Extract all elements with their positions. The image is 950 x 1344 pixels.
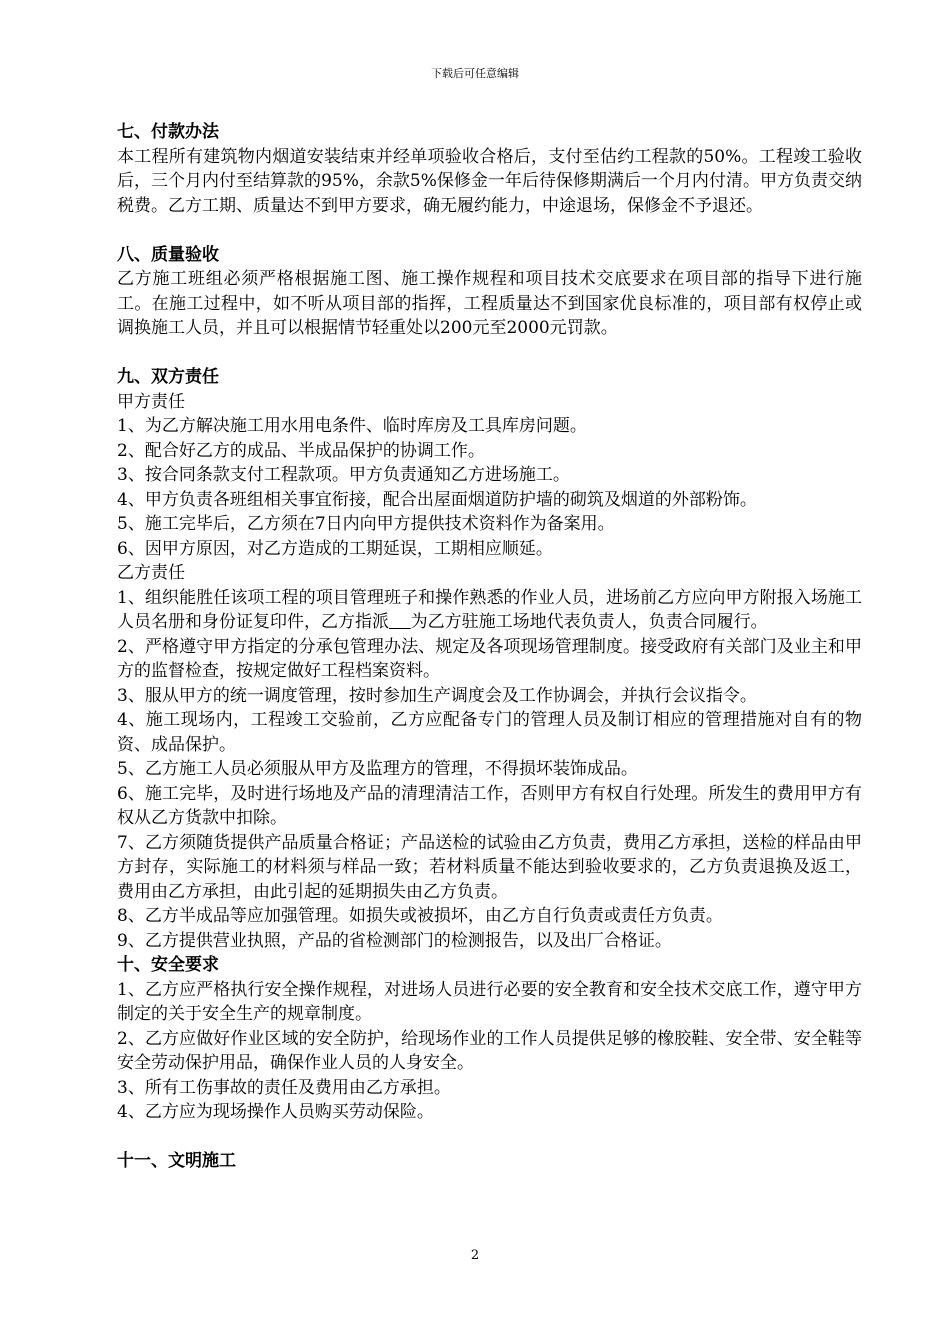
party-b-label: 乙方责任 (117, 563, 185, 583)
section-9-title: 九、双方责任 (117, 367, 219, 387)
party-b-item (117, 586, 862, 635)
party-b-item: 5、乙方施工人员必须服从甲方及监理方的管理，不得损坏装饰成品。 (117, 759, 638, 779)
party-a-item: 5、施工完毕后，乙方须在7日内向甲方提供技术资料作为备案用。 (117, 514, 615, 534)
party-a-item: 6、因甲方原因，对乙方造成的工期延误，工期相应顺延。 (117, 538, 553, 559)
safety-item: 4、乙方应为现场操作人员购买劳动保险。 (117, 1102, 434, 1122)
party-b-item: 4、施工现场内，工程竣工交验前，乙方应配备专门的管理人员及制订相应的管理措施对自有的物资、成品保护。 (117, 710, 862, 755)
party-a-item: 2、配合好乙方的成品、半成品保护的协调工作。 (117, 440, 485, 461)
party-a-item: 1、为乙方解决施工用水用电条件、临时库房及工具库房问题。 (117, 416, 587, 436)
representative-blank (389, 612, 411, 632)
spacer (117, 341, 862, 366)
party-a-item: 4、甲方负责各班组相关事宜衔接，配合出屋面烟道防护墙的砌筑及烟道的外部粉饰。 (117, 489, 757, 510)
spacer (117, 218, 862, 243)
page-number: 2 (470, 1248, 480, 1263)
section-10-title: 十、安全要求 (117, 955, 219, 975)
party-b-item: 7、乙方须随货提供产品质量合格证；产品送检的试验由乙方负责，费用乙方承担，送检的样品由甲方封存，实际施工的材料须与样品一致；若材料质量不能达到验收要求的，乙方负责退换及返工，费用由乙方承担，由此引起的延期损失由乙方负责。 (117, 832, 862, 902)
safety-item: 1、乙方应严格执行安全操作规程，对进场人员进行必要的安全教育和安全技术交底工作，遵守甲方制定的关于安全生产的规章制度。 (117, 979, 862, 1024)
safety-item: 2、乙方应做好作业区域的安全防护，给现场作业的工作人员提供足够的橡胶鞋、安全带、安全鞋等安全劳动保护用品，确保作业人员的人身安全。 (117, 1028, 862, 1073)
section-7-body: 本工程所有建筑物内烟道安装结束并经单项验收合格后，支付至估约工程款的50%。工程竣工验收后，三个月内付至结算款的95%，余款5%保修金一年后待保修期满后一个月内付清。甲方负责交纳税费。乙方工期、质量达不到甲方要求，确无履约能力，中途退场，保修金不予退还。 (117, 146, 862, 216)
document-body (117, 120, 862, 1174)
party-b-item: 8、乙方半成品等应加强管理。如损失或被损坏，由乙方自行负责或责任方负责。 (117, 906, 723, 926)
page-header: 下载后可任意编辑 (431, 67, 519, 80)
party-b-item: 9、乙方提供营业执照，产品的省检测部门的检测报告，以及出厂合格证。 (117, 930, 672, 951)
party-b-item: 6、施工完毕，及时进行场地及产品的清理清洁工作，否则甲方有权自行处理。所发生的费用甲方有权从乙方货款中扣除。 (117, 783, 862, 828)
section-8-body: 乙方施工班组必须严格根据施工图、施工操作规程和项目技术交底要求在项目部的指导下进行施工。在施工过程中，如不听从项目部的指挥，工程质量达不到国家优良标准的，项目部有权停止或调换施工人员，并且可以根据情节轻重处以200元至2000元罚款。 (117, 269, 862, 338)
party-b-item: 3、服从甲方的统一调度管理，按时参加生产调度会及工作协调会，并执行会议指令。 (117, 685, 757, 706)
party-a-label: 甲方责任 (117, 391, 185, 412)
section-7-title: 七、付款办法 (117, 122, 219, 142)
party-b-item-text: 1、组织能胜任该项工程的项目管理班子和操作熟悉的作业人员，进场前乙方应向甲方附报入场施工人员名册和身份证复印件，乙方指派 (117, 587, 862, 632)
party-b-item: 2、严格遵守甲方指定的分承包管理办法、规定及各项现场管理制度。接受政府有关部门及业主和甲方的监督检查，按规定做好工程档案资料。 (117, 636, 862, 681)
safety-item: 3、所有工伤事故的责任及费用由乙方承担。 (117, 1077, 451, 1098)
section-8-title: 八、质量验收 (117, 244, 219, 265)
spacer (117, 1125, 862, 1150)
party-a-item: 3、按合同条款支付工程款项。甲方负责通知乙方进场施工。 (117, 465, 570, 485)
party-b-item-text: 为乙方驻施工场地代表负责人，负责合同履行。 (410, 612, 768, 632)
section-11-title: 十一、文明施工 (117, 1151, 236, 1171)
